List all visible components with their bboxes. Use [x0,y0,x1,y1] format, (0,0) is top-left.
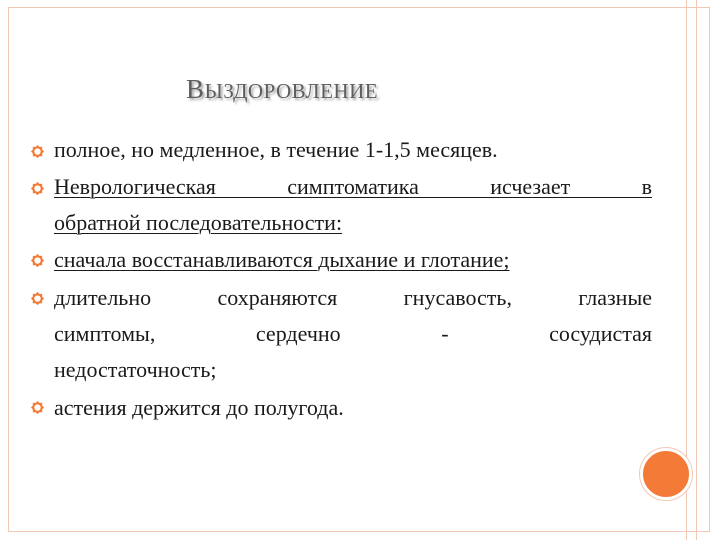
orange-ring-bullet-icon [30,291,45,306]
bullet-item [54,242,652,278]
orange-ring-bullet-icon [30,181,45,196]
bullet-line: симптомы, сердечно - сосудистая [54,321,652,346]
bullet-item [54,280,652,388]
bullet-item [54,390,652,426]
bullet-line: полное, но медленное, в течение 1-1,5 месяцев. [54,137,498,162]
bullet-item [54,132,652,168]
title-capital: В [186,74,205,104]
bullet-line: сначала восстанавливаются дыхание и глотание; [54,247,510,272]
bullet-item [54,169,652,241]
orange-circle-decoration [640,448,692,500]
bullet-line: астения держится до полугода. [54,395,344,420]
orange-ring-bullet-icon [30,253,45,268]
bullet-line: обратной последовательности: [54,210,343,235]
bullet-line: Неврологическая симптоматика исчезает в [54,174,652,199]
bullet-line: длительно сохраняются гнусавость, глазные [54,285,652,310]
orange-ring-bullet-icon [30,400,45,415]
orange-ring-bullet-icon [30,144,45,159]
title-rest: ЫЗДОРОВЛЕНИЕ [204,79,379,103]
bullet-line: недостаточность; [54,357,217,382]
